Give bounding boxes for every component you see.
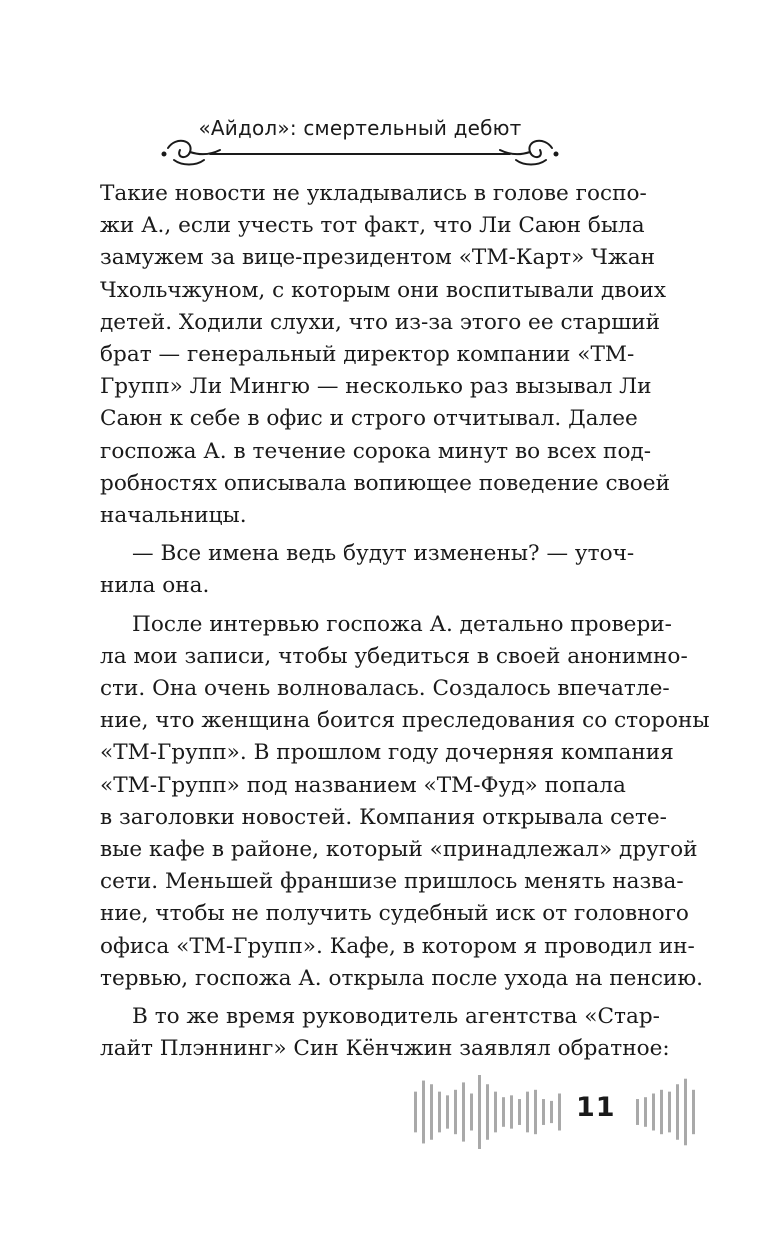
text-line: начальницы. — [100, 503, 247, 529]
running-title: «Айдол»: смертельный дебют — [198, 116, 522, 140]
text-line: брат — генеральный директор компании «ТМ- — [100, 342, 635, 368]
waveform-bar — [526, 1092, 529, 1133]
waveform-bar — [518, 1099, 521, 1125]
text-line: «ТМ-Групп» под названием «ТМ-Фуд» попала — [100, 772, 626, 798]
waveform-left-decoration — [410, 1070, 570, 1150]
waveform-bar — [478, 1075, 481, 1149]
text-line: «ТМ-Групп». В прошлом году дочерняя компания — [100, 740, 674, 766]
waveform-bar — [510, 1095, 513, 1128]
waveform-bar — [414, 1092, 417, 1133]
text-line: сти. Она очень волновалась. Создалось впечатле- — [100, 676, 670, 702]
text-line: ние, что женщина боится преследования со стороны — [100, 708, 710, 734]
waveform-bar — [652, 1094, 655, 1131]
page-footer — [410, 1070, 700, 1150]
page-body-text — [100, 178, 710, 1065]
text-line: вые кафе в районе, который «принадлежал» другой — [100, 837, 698, 863]
waveform-bar — [636, 1099, 639, 1125]
text-line: — Все имена ведь будут изменены? — уточ- — [132, 541, 635, 567]
text-line: ние, чтобы не получить судебный иск от головного — [100, 901, 689, 927]
paragraph — [100, 1001, 670, 1065]
waveform-bar — [644, 1097, 647, 1127]
text-line: робностях описывала вопиющее поведение своей — [100, 470, 670, 496]
waveform-bar — [684, 1079, 687, 1146]
text-line: детей. Ходили слухи, что из-за этого ее старший — [100, 309, 661, 335]
waveform-right-decoration — [632, 1070, 702, 1150]
text-line: нила она. — [100, 573, 210, 599]
text-line: сети. Меньшей франшизе пришлось менять назва- — [100, 869, 684, 895]
text-line: Групп» Ли Мингю — несколько раз вызывал Ли — [100, 374, 652, 400]
waveform-bar — [462, 1082, 465, 1141]
text-line: офиса «ТМ-Групп». Кафе, в котором я проводил ин- — [100, 933, 695, 959]
waveform-bar — [676, 1084, 679, 1140]
waveform-bar — [550, 1101, 553, 1123]
waveform-bar — [438, 1092, 441, 1133]
text-line: В то же время руководитель агентства «Стар- — [132, 1004, 660, 1030]
waveform-bar — [430, 1084, 433, 1140]
waveform-bar — [692, 1090, 695, 1134]
text-line: Такие новости не укладывались в голове госпо- — [100, 181, 647, 206]
paragraph — [100, 178, 670, 532]
text-line: После интервью госпожа А. детально провери- — [132, 611, 672, 637]
text-line: Саюн к себе в офис и строго отчитывал. Далее — [100, 406, 638, 432]
waveform-bar — [422, 1081, 425, 1144]
waveform-bar — [470, 1094, 473, 1131]
text-line: в заголовки новостей. Компания открывала сете- — [100, 804, 667, 830]
paragraph — [100, 609, 710, 995]
paragraph — [100, 538, 635, 602]
page-number: 11 — [576, 1092, 616, 1123]
text-line: Чхольчжуном, с которым они воспитывали двоих — [100, 277, 667, 303]
text-line: замужем за вице-президентом «ТМ-Карт» Чжан — [100, 245, 655, 271]
waveform-bar — [558, 1094, 561, 1131]
text-line: госпожа А. в течение сорока минут во всех под- — [100, 438, 652, 464]
text-line: лайт Плэннинг» Син Кёнчжин заявлял обратное: — [100, 1036, 670, 1062]
text-line: тервью, госпожа А. открыла после ухода на пенсию. — [100, 965, 703, 991]
waveform-bar — [502, 1097, 505, 1127]
running-header — [150, 112, 570, 172]
waveform-bar — [542, 1099, 545, 1125]
waveform-bar — [494, 1092, 497, 1133]
text-line: ла мои записи, чтобы убедиться в своей анонимно- — [100, 643, 688, 669]
flourish-ornament-icon — [150, 130, 570, 172]
waveform-bar — [486, 1084, 489, 1140]
waveform-bar — [454, 1090, 457, 1134]
waveform-bar — [534, 1090, 537, 1134]
waveform-bar — [668, 1092, 671, 1133]
waveform-bar — [446, 1095, 449, 1128]
waveform-bar — [660, 1090, 663, 1134]
text-line: жи А., если учесть тот факт, что Ли Саюн была — [100, 213, 645, 239]
